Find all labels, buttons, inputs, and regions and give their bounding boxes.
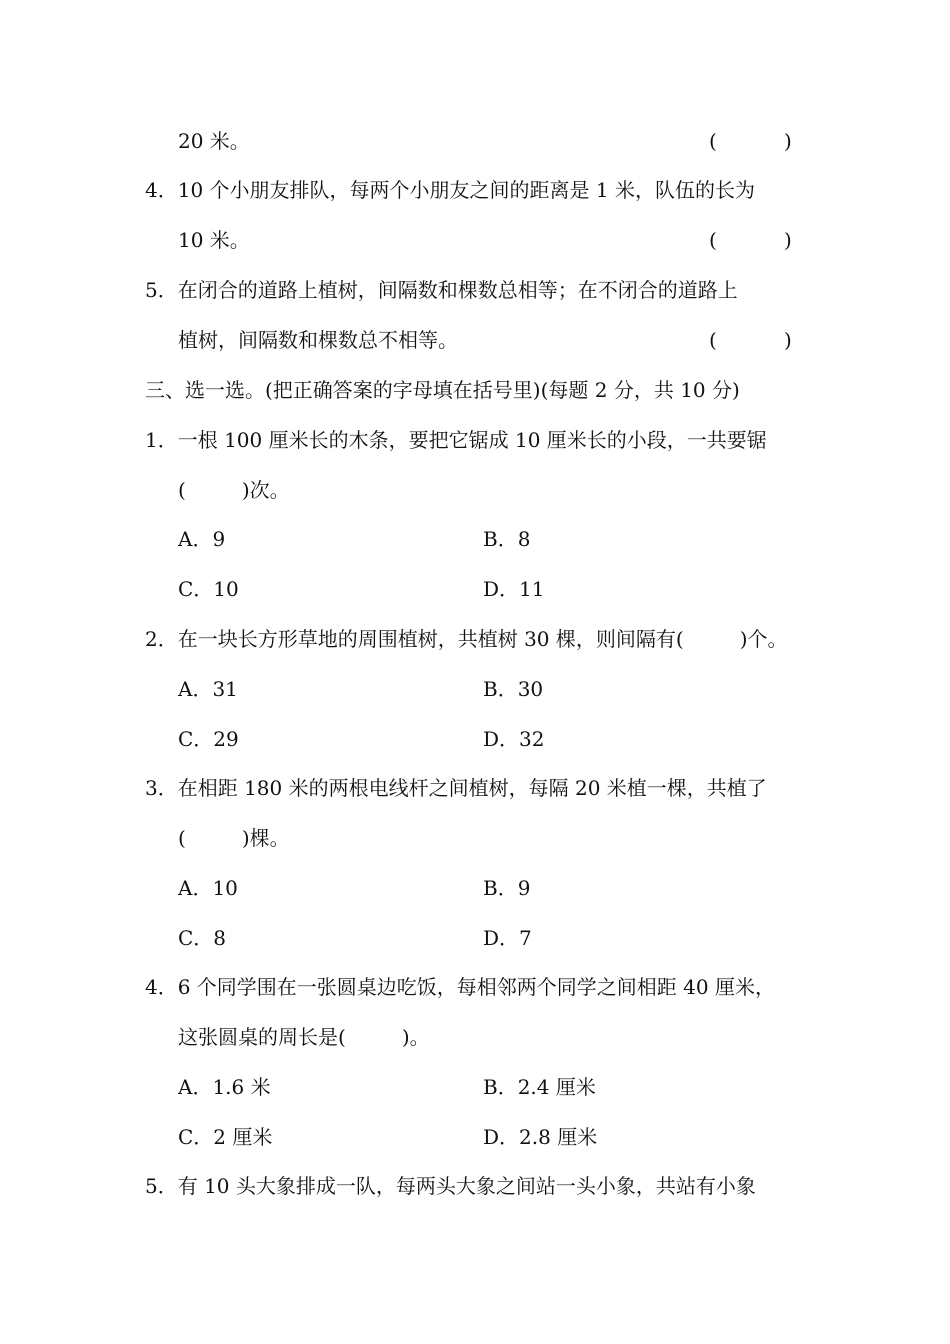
answer-paren-open: ( [709, 228, 717, 252]
option-b: B．9 [483, 876, 531, 900]
option-b: B．2.4 厘米 [483, 1075, 596, 1099]
section-heading: 三、选一选。(把正确答案的字母填在括号里)(每题 2 分，共 10 分) [145, 378, 740, 402]
question-text: 2．在一块长方形草地的周围植树，共植树 30 棵，则间隔有( )个。 [145, 627, 788, 651]
option-b: B．8 [483, 527, 531, 551]
answer-blank-line: 这张圆桌的周长是( )。 [178, 1025, 430, 1049]
option-c: C．29 [178, 727, 239, 751]
text-line: 10 米。 [178, 228, 250, 252]
answer-paren-open: ( [709, 129, 717, 153]
option-d: D．32 [483, 727, 545, 751]
option-b: B．30 [483, 677, 544, 701]
option-d: D．11 [483, 577, 545, 601]
option-a: A．1.6 米 [178, 1075, 271, 1099]
question-text: 5．在闭合的道路上植树，间隔数和棵数总相等；在不闭合的道路上 [145, 278, 738, 302]
option-a: A．10 [178, 876, 238, 900]
option-a: A．9 [178, 527, 226, 551]
answer-paren-close: ) [784, 129, 792, 153]
question-text: 4．6 个同学围在一张圆桌边吃饭，每相邻两个同学之间相距 40 厘米， [145, 975, 775, 999]
option-d: D．7 [483, 926, 532, 950]
text-line: 20 米。 [178, 129, 250, 153]
question-text: 3．在相距 180 米的两根电线杆之间植树，每隔 20 米植一棵，共植了 [145, 776, 767, 800]
question-text: 4．10 个小朋友排队，每两个小朋友之间的距离是 1 米，队伍的长为 [145, 178, 755, 202]
question-text: 5．有 10 头大象排成一队，每两头大象之间站一头小象，共站有小象 [145, 1174, 756, 1198]
option-a: A．31 [178, 677, 238, 701]
option-c: C．2 厘米 [178, 1125, 273, 1149]
option-d: D．2.8 厘米 [483, 1125, 598, 1149]
answer-paren-open: ( [709, 328, 717, 352]
text-line: 植树，间隔数和棵数总不相等。 [178, 328, 458, 352]
question-text: 1．一根 100 厘米长的木条，要把它锯成 10 厘米长的小段，一共要锯 [145, 428, 767, 452]
answer-paren-close: ) [784, 228, 792, 252]
answer-blank-line: ( )次。 [178, 478, 290, 502]
answer-paren-close: ) [784, 328, 792, 352]
option-c: C．8 [178, 926, 227, 950]
answer-blank-line: ( )棵。 [178, 826, 290, 850]
option-c: C．10 [178, 577, 239, 601]
